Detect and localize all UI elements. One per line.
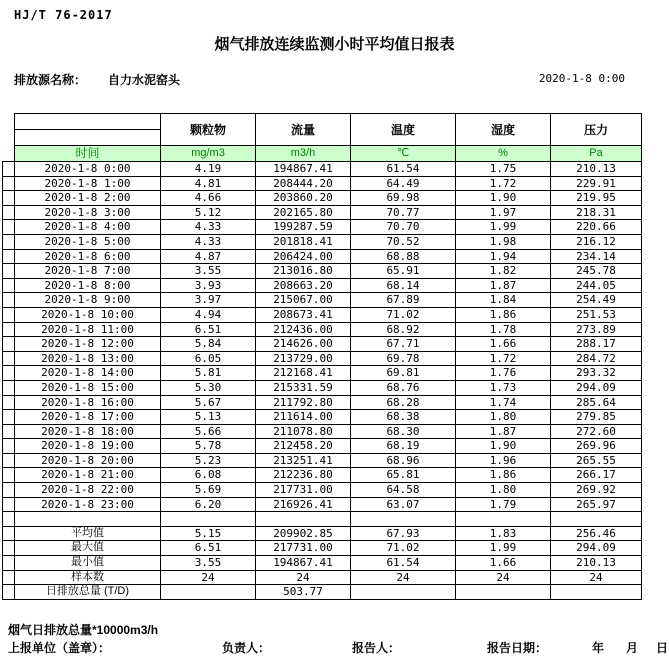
empty-cell	[15, 512, 161, 527]
value-cell: 68.38	[351, 410, 456, 425]
page-title: 烟气排放连续监测小时平均值日报表	[214, 36, 455, 53]
value-cell: 4.19	[161, 162, 256, 177]
value-cell: 1.66	[456, 337, 551, 352]
row-gutter	[3, 395, 15, 410]
time-cell: 2020-1-8 6:00	[15, 249, 161, 264]
row-gutter	[3, 556, 15, 571]
time-cell: 2020-1-8 10:00	[15, 307, 161, 322]
summary-value: 194867.41	[256, 556, 351, 571]
summary-value: 1.83	[456, 526, 551, 541]
value-cell: 5.84	[161, 337, 256, 352]
report-time: 2020-1-8 0:00	[538, 72, 625, 85]
value-cell: 217731.00	[256, 483, 351, 498]
unit-header-row	[3, 146, 642, 162]
summary-value	[351, 585, 456, 600]
table-row	[3, 220, 642, 235]
value-cell: 67.71	[351, 337, 456, 352]
value-cell: 210.13	[551, 162, 642, 177]
summary-label: 样本数	[15, 570, 161, 585]
summary-value: 210.13	[551, 556, 642, 571]
summary-value: 24	[456, 570, 551, 585]
monitoring-table	[2, 113, 642, 600]
value-cell: 1.78	[456, 322, 551, 337]
row-gutter	[3, 512, 15, 527]
table-row	[3, 307, 642, 322]
time-cell: 2020-1-8 14:00	[15, 366, 161, 381]
reporting-unit-label: 上报单位（盖章）：	[8, 641, 111, 655]
value-cell: 269.92	[551, 483, 642, 498]
value-cell: 202165.80	[256, 205, 351, 220]
table-row	[3, 162, 642, 177]
value-cell: 69.81	[351, 366, 456, 381]
value-cell: 5.67	[161, 395, 256, 410]
summary-value: 6.51	[161, 541, 256, 556]
value-cell: 69.78	[351, 351, 456, 366]
summary-value: 217731.00	[256, 541, 351, 556]
table-body	[3, 162, 642, 600]
value-cell: 68.28	[351, 395, 456, 410]
value-cell: 279.85	[551, 410, 642, 425]
value-cell: 215331.59	[256, 380, 351, 395]
gutter-cell	[3, 130, 15, 146]
value-cell: 68.19	[351, 439, 456, 454]
value-cell: 245.78	[551, 264, 642, 279]
value-cell: 266.17	[551, 468, 642, 483]
value-cell: 4.33	[161, 234, 256, 249]
value-cell: 212458.20	[256, 439, 351, 454]
table-row	[3, 191, 642, 206]
table-row	[3, 249, 642, 264]
row-gutter	[3, 205, 15, 220]
summary-value: 3.55	[161, 556, 256, 571]
value-cell: 64.49	[351, 176, 456, 191]
unit-percent: %	[456, 146, 551, 162]
value-cell: 1.87	[456, 278, 551, 293]
value-cell: 194867.41	[256, 162, 351, 177]
row-gutter	[3, 337, 15, 352]
value-cell: 1.80	[456, 483, 551, 498]
row-gutter	[3, 424, 15, 439]
value-cell: 68.76	[351, 380, 456, 395]
table-row	[3, 176, 642, 191]
row-gutter	[3, 351, 15, 366]
value-cell: 1.96	[456, 453, 551, 468]
value-cell: 4.33	[161, 220, 256, 235]
summary-value	[456, 585, 551, 600]
value-cell: 212236.80	[256, 468, 351, 483]
time-cell: 2020-1-8 5:00	[15, 234, 161, 249]
unit-celsius: ℃	[351, 146, 456, 162]
table-row	[3, 453, 642, 468]
time-cell: 2020-1-8 2:00	[15, 191, 161, 206]
value-cell: 6.05	[161, 351, 256, 366]
emission-source	[14, 71, 180, 88]
value-cell: 70.70	[351, 220, 456, 235]
unit-m3-h: m3/h	[256, 146, 351, 162]
value-cell: 65.81	[351, 468, 456, 483]
value-cell: 220.66	[551, 220, 642, 235]
value-cell: 1.86	[456, 468, 551, 483]
row-gutter	[3, 380, 15, 395]
table-row	[3, 468, 642, 483]
source-name-label: 排放源名称：	[14, 73, 87, 87]
value-cell: 211614.00	[256, 410, 351, 425]
time-cell: 2020-1-8 19:00	[15, 439, 161, 454]
summary-label: 最大值	[15, 541, 161, 556]
value-cell: 4.66	[161, 191, 256, 206]
gutter-cell	[3, 114, 15, 130]
table-row	[3, 293, 642, 308]
value-cell: 1.79	[456, 497, 551, 512]
gutter-cell	[3, 146, 15, 162]
summary-label: 最小值	[15, 556, 161, 571]
value-cell: 1.80	[456, 410, 551, 425]
time-cell: 2020-1-8 0:00	[15, 162, 161, 177]
value-cell: 3.93	[161, 278, 256, 293]
pollutant-header-row	[3, 114, 642, 130]
value-cell: 216.12	[551, 234, 642, 249]
value-cell: 1.72	[456, 351, 551, 366]
value-cell: 218.31	[551, 205, 642, 220]
value-cell: 273.89	[551, 322, 642, 337]
value-cell: 61.54	[351, 162, 456, 177]
value-cell: 213729.00	[256, 351, 351, 366]
source-name-value: 自力水泥窑头	[108, 73, 181, 87]
empty-cell	[161, 512, 256, 527]
value-cell: 219.95	[551, 191, 642, 206]
row-gutter	[3, 278, 15, 293]
value-cell: 3.97	[161, 293, 256, 308]
value-cell: 1.76	[456, 366, 551, 381]
value-cell: 5.30	[161, 380, 256, 395]
value-cell: 212436.00	[256, 322, 351, 337]
summary-row	[3, 585, 642, 600]
col-header-pressure: 压力	[551, 114, 642, 146]
time-cell: 2020-1-8 7:00	[15, 264, 161, 279]
value-cell: 251.53	[551, 307, 642, 322]
summary-value: 256.46	[551, 526, 642, 541]
table-row	[3, 395, 642, 410]
value-cell: 234.14	[551, 249, 642, 264]
summary-row	[3, 541, 642, 556]
time-cell: 2020-1-8 1:00	[15, 176, 161, 191]
row-gutter	[3, 366, 15, 381]
summary-row	[3, 556, 642, 571]
responsible-person-label: 负责人：	[222, 641, 271, 655]
time-cell: 2020-1-8 22:00	[15, 483, 161, 498]
value-cell: 1.87	[456, 424, 551, 439]
empty-cell	[351, 512, 456, 527]
value-cell: 4.94	[161, 307, 256, 322]
row-gutter	[3, 264, 15, 279]
value-cell: 5.66	[161, 424, 256, 439]
value-cell: 269.96	[551, 439, 642, 454]
value-cell: 199287.59	[256, 220, 351, 235]
col-header-humidity: 湿度	[456, 114, 551, 146]
value-cell: 265.97	[551, 497, 642, 512]
summary-value	[161, 585, 256, 600]
value-cell: 272.60	[551, 424, 642, 439]
value-cell: 284.72	[551, 351, 642, 366]
value-cell: 5.13	[161, 410, 256, 425]
time-cell: 2020-1-8 9:00	[15, 293, 161, 308]
row-gutter	[3, 220, 15, 235]
value-cell: 68.96	[351, 453, 456, 468]
value-cell: 1.73	[456, 380, 551, 395]
row-gutter	[3, 439, 15, 454]
summary-value: 61.54	[351, 556, 456, 571]
value-cell: 206424.00	[256, 249, 351, 264]
row-gutter	[3, 570, 15, 585]
value-cell: 5.12	[161, 205, 256, 220]
value-cell: 5.78	[161, 439, 256, 454]
value-cell: 214626.00	[256, 337, 351, 352]
table-row	[3, 351, 642, 366]
table-row	[3, 497, 642, 512]
summary-label: 日排放总量 (T/D)	[15, 585, 161, 600]
row-gutter	[3, 322, 15, 337]
value-cell: 294.09	[551, 380, 642, 395]
summary-value: 1.99	[456, 541, 551, 556]
value-cell: 4.87	[161, 249, 256, 264]
value-cell: 211792.80	[256, 395, 351, 410]
reporter-label: 报告人：	[352, 641, 401, 655]
time-cell: 2020-1-8 3:00	[15, 205, 161, 220]
table-head	[3, 114, 642, 162]
summary-value: 5.15	[161, 526, 256, 541]
summary-value: 24	[351, 570, 456, 585]
summary-value: 294.09	[551, 541, 642, 556]
row-gutter	[3, 293, 15, 308]
report-date-label: 报告日期：	[487, 641, 548, 655]
row-gutter	[3, 191, 15, 206]
value-cell: 213251.41	[256, 453, 351, 468]
value-cell: 208663.20	[256, 278, 351, 293]
value-cell: 6.51	[161, 322, 256, 337]
value-cell: 288.17	[551, 337, 642, 352]
value-cell: 63.07	[351, 497, 456, 512]
day-label: 日	[656, 641, 669, 655]
table-row	[3, 424, 642, 439]
col-header-particulate: 颗粒物	[161, 114, 256, 146]
value-cell: 1.94	[456, 249, 551, 264]
time-cell: 2020-1-8 17:00	[15, 410, 161, 425]
summary-value: 24	[161, 570, 256, 585]
row-gutter	[3, 307, 15, 322]
time-column-header: 时间	[15, 146, 161, 162]
time-header-spacer-top	[15, 114, 161, 130]
table-row	[3, 322, 642, 337]
value-cell: 4.81	[161, 176, 256, 191]
row-gutter	[3, 483, 15, 498]
empty-cell	[551, 512, 642, 527]
value-cell: 3.55	[161, 264, 256, 279]
time-cell: 2020-1-8 4:00	[15, 220, 161, 235]
table-row	[3, 278, 642, 293]
table-row	[3, 205, 642, 220]
value-cell: 68.88	[351, 249, 456, 264]
row-gutter	[3, 453, 15, 468]
value-cell: 285.64	[551, 395, 642, 410]
value-cell: 68.14	[351, 278, 456, 293]
value-cell: 229.91	[551, 176, 642, 191]
col-header-flow: 流量	[256, 114, 351, 146]
value-cell: 244.05	[551, 278, 642, 293]
table-row	[3, 380, 642, 395]
month-label: 月	[626, 641, 639, 655]
value-cell: 1.82	[456, 264, 551, 279]
value-cell: 293.32	[551, 366, 642, 381]
value-cell: 6.20	[161, 497, 256, 512]
value-cell: 254.49	[551, 293, 642, 308]
summary-row	[3, 526, 642, 541]
row-gutter	[3, 585, 15, 600]
time-cell: 2020-1-8 11:00	[15, 322, 161, 337]
value-cell: 208673.41	[256, 307, 351, 322]
table-row	[3, 234, 642, 249]
value-cell: 1.86	[456, 307, 551, 322]
summary-value: 71.02	[351, 541, 456, 556]
value-cell: 65.91	[351, 264, 456, 279]
time-cell: 2020-1-8 13:00	[15, 351, 161, 366]
summary-value: 24	[551, 570, 642, 585]
value-cell: 1.72	[456, 176, 551, 191]
col-header-temperature: 温度	[351, 114, 456, 146]
value-cell: 68.30	[351, 424, 456, 439]
empty-cell	[256, 512, 351, 527]
value-cell: 67.89	[351, 293, 456, 308]
summary-row	[3, 570, 642, 585]
value-cell: 6.08	[161, 468, 256, 483]
value-cell: 1.75	[456, 162, 551, 177]
row-gutter	[3, 541, 15, 556]
standard-code: HJ/T 76-2017	[14, 8, 113, 22]
summary-label: 平均值	[15, 526, 161, 541]
time-cell: 2020-1-8 23:00	[15, 497, 161, 512]
time-cell: 2020-1-8 20:00	[15, 453, 161, 468]
signature-line	[0, 639, 669, 655]
empty-cell	[456, 512, 551, 527]
value-cell: 69.98	[351, 191, 456, 206]
summary-value	[551, 585, 642, 600]
row-gutter	[3, 526, 15, 541]
table-row	[3, 337, 642, 352]
value-cell: 1.90	[456, 191, 551, 206]
value-cell: 215067.00	[256, 293, 351, 308]
unit-mg-m3: mg/m3	[161, 146, 256, 162]
value-cell: 213016.80	[256, 264, 351, 279]
footer-note: 烟气日排放总量*10000m3/h	[8, 623, 159, 637]
table-row	[3, 264, 642, 279]
table-row	[3, 483, 642, 498]
row-gutter	[3, 468, 15, 483]
value-cell: 212168.41	[256, 366, 351, 381]
value-cell: 216926.41	[256, 497, 351, 512]
value-cell: 70.52	[351, 234, 456, 249]
time-header-spacer-bottom	[15, 130, 161, 146]
value-cell: 1.90	[456, 439, 551, 454]
table-row	[3, 366, 642, 381]
row-gutter	[3, 176, 15, 191]
value-cell: 5.69	[161, 483, 256, 498]
time-cell: 2020-1-8 16:00	[15, 395, 161, 410]
summary-value: 503.77	[256, 585, 351, 600]
value-cell: 5.81	[161, 366, 256, 381]
time-cell: 2020-1-8 8:00	[15, 278, 161, 293]
value-cell: 5.23	[161, 453, 256, 468]
table-row	[3, 410, 642, 425]
value-cell: 70.77	[351, 205, 456, 220]
value-cell: 265.55	[551, 453, 642, 468]
row-gutter	[3, 162, 15, 177]
unit-pa: Pa	[551, 146, 642, 162]
summary-value: 67.93	[351, 526, 456, 541]
value-cell: 1.99	[456, 220, 551, 235]
time-cell: 2020-1-8 21:00	[15, 468, 161, 483]
time-cell: 2020-1-8 18:00	[15, 424, 161, 439]
value-cell: 211078.80	[256, 424, 351, 439]
summary-value: 1.66	[456, 556, 551, 571]
time-cell: 2020-1-8 15:00	[15, 380, 161, 395]
value-cell: 1.84	[456, 293, 551, 308]
year-label: 年	[592, 641, 605, 655]
value-cell: 208444.20	[256, 176, 351, 191]
value-cell: 1.97	[456, 205, 551, 220]
row-gutter	[3, 249, 15, 264]
row-gutter	[3, 410, 15, 425]
value-cell: 203860.20	[256, 191, 351, 206]
summary-value: 209902.85	[256, 526, 351, 541]
summary-value: 24	[256, 570, 351, 585]
table-row	[3, 439, 642, 454]
spacer-row	[3, 512, 642, 527]
row-gutter	[3, 497, 15, 512]
value-cell: 64.58	[351, 483, 456, 498]
value-cell: 201818.41	[256, 234, 351, 249]
value-cell: 71.02	[351, 307, 456, 322]
value-cell: 68.92	[351, 322, 456, 337]
value-cell: 1.98	[456, 234, 551, 249]
row-gutter	[3, 234, 15, 249]
time-cell: 2020-1-8 12:00	[15, 337, 161, 352]
value-cell: 1.74	[456, 395, 551, 410]
